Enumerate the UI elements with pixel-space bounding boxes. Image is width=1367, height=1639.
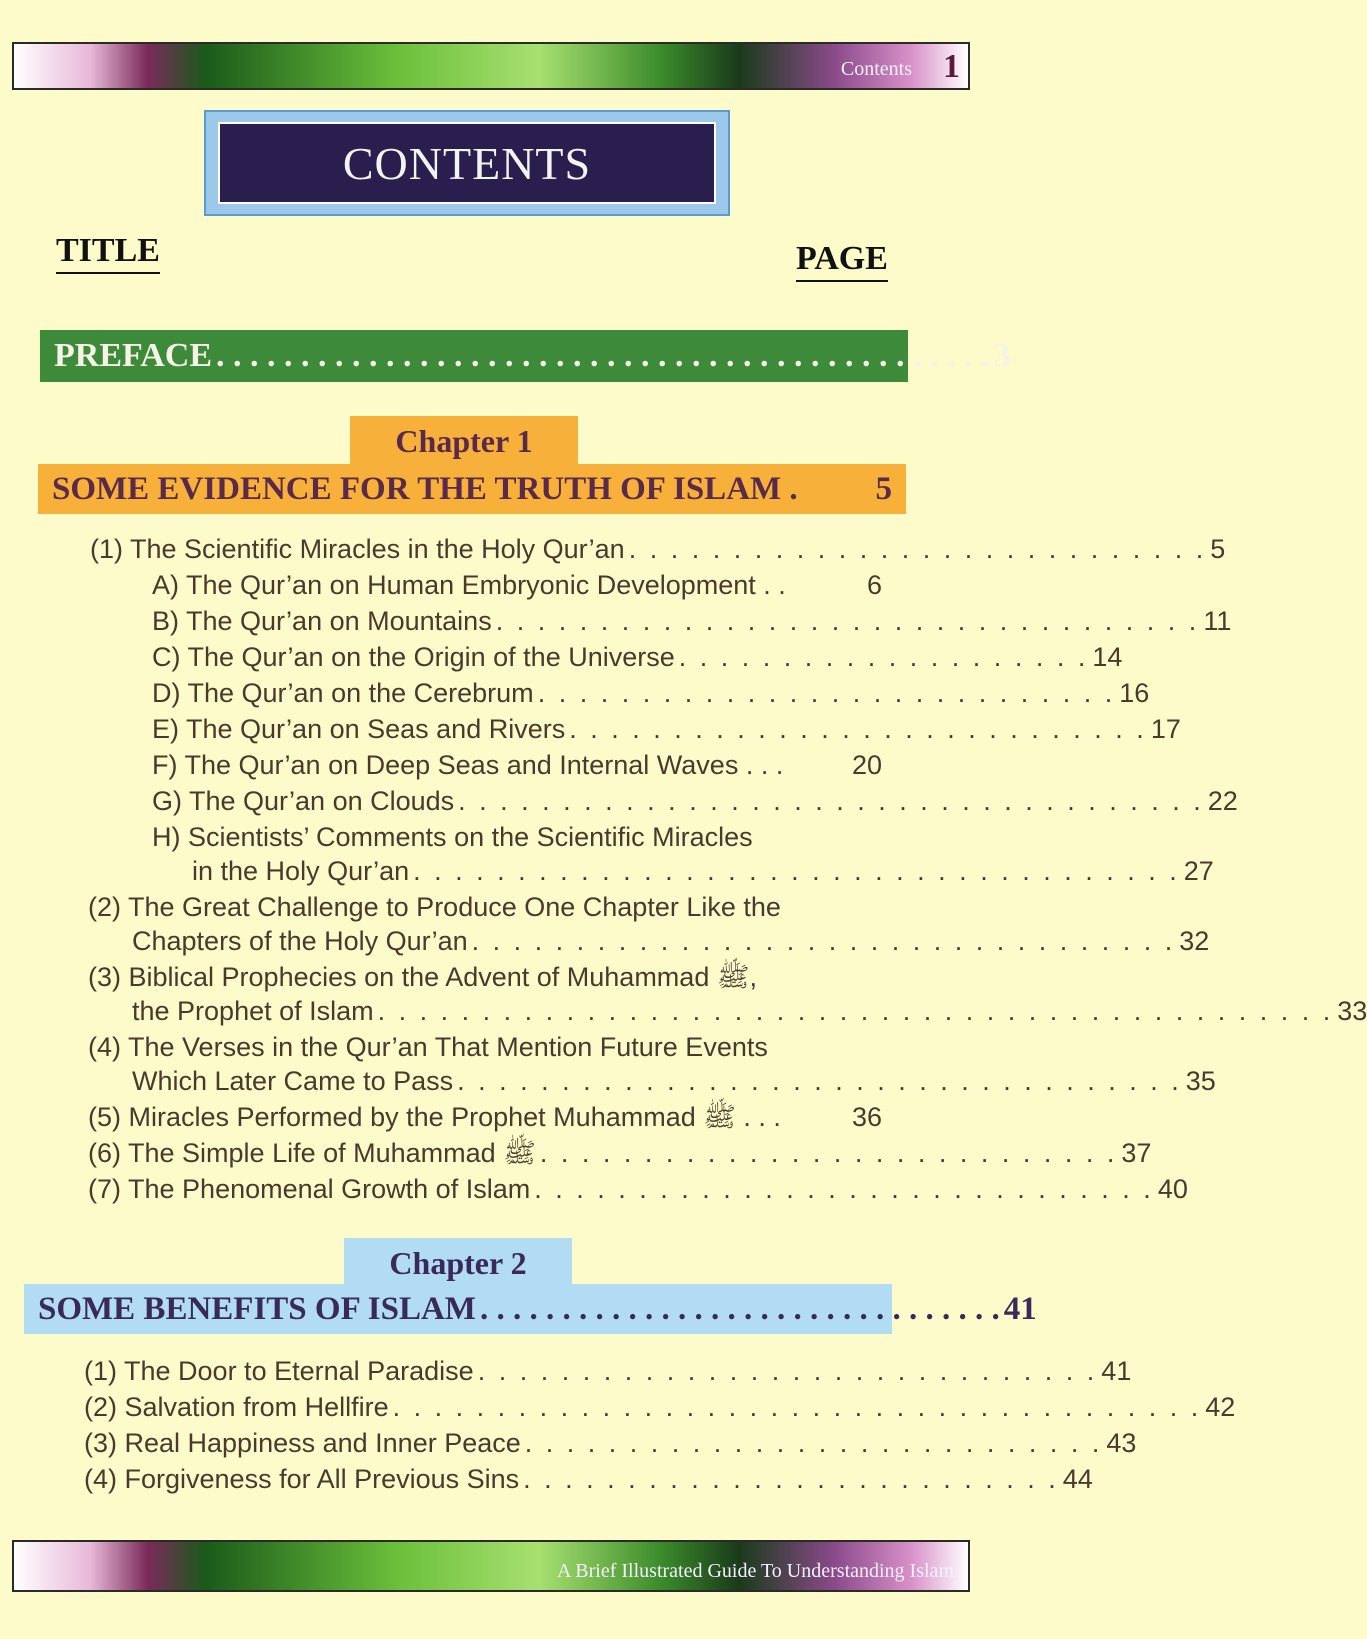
toc-entry[interactable]: (2) Salvation from Hellfire . . . . . . . . . . . . . . . . . . . . . . . . . . . . . . . . . . . . . . . 42 — [84, 1392, 1236, 1422]
toc-entry[interactable]: Which Later Came to Pass . . . . . . . . . . . . . . . . . . . . . . . . . . . . . . . . . . . 35 — [132, 1066, 1216, 1096]
page-number: 1 — [943, 48, 960, 85]
chapter1-page: 5 — [875, 470, 892, 507]
toc-entry[interactable]: (1) The Door to Eternal Paradise . . . . . . . . . . . . . . . . . . . . . . . . . . . . . . 41 — [84, 1356, 1132, 1386]
contents-title: CONTENTS — [218, 122, 716, 204]
chapter2-heading[interactable] — [24, 1284, 1037, 1334]
preface-label: PREFACE — [54, 337, 213, 374]
page-column-heading: PAGE — [796, 240, 888, 282]
preface-page: 3 — [993, 337, 1011, 374]
toc-entry-first-line[interactable]: (2) The Great Challenge to Produce One Chapter Like the — [88, 892, 781, 922]
toc-entry[interactable]: in the Holy Qur’an . . . . . . . . . . . . . . . . . . . . . . . . . . . . . . . . . . . . . 27 — [192, 856, 1214, 886]
toc-entry[interactable]: (3) Real Happiness and Inner Peace . . . . . . . . . . . . . . . . . . . . . . . . . . . . 43 — [84, 1428, 1137, 1458]
leader-dots: . . . . . . . . . . . . . . . . . . . . . . . . . . . . . . . . . . . . . . . . . . . . . . — [216, 337, 990, 374]
title-column-heading: TITLE — [56, 232, 160, 274]
leader-dots: . . . . . . . . . . . . . . . . . . . . . . . . . . . . . . . . — [479, 1290, 1000, 1327]
toc-entry[interactable]: (6) The Simple Life of Muhammad ﷺ . . . . . . . . . . . . . . . . . . . . . . . . . . . . 37 — [88, 1138, 1152, 1168]
running-title: Contents — [840, 58, 912, 80]
contents-title-frame — [204, 110, 730, 216]
toc-entry-first-line[interactable]: (4) The Verses in the Qur’an That Mention Future Events — [88, 1032, 768, 1062]
footer-band — [12, 1540, 970, 1592]
toc-entry-first-line[interactable]: H) Scientists’ Comments on the Scientific Miracles — [152, 822, 753, 852]
toc-entry[interactable]: (4) Forgiveness for All Previous Sins . . . . . . . . . . . . . . . . . . . . . . . . . . 44 — [84, 1464, 1093, 1494]
toc-entry[interactable]: A) The Qur’an on Human Embryonic Development . . 6 — [152, 570, 882, 600]
toc-entry[interactable]: B) The Qur’an on Mountains . . . . . . . . . . . . . . . . . . . . . . . . . . . . . . . . . . 11 — [152, 606, 1232, 636]
toc-entry[interactable]: (5) Miracles Performed by the Prophet Muhammad ﷺ . . . 36 — [88, 1102, 882, 1132]
chapter1-title: SOME EVIDENCE FOR THE TRUTH OF ISLAM . — [52, 470, 798, 507]
toc-entry[interactable]: (1) The Scientific Miracles in the Holy Qur’an . . . . . . . . . . . . . . . . . . . . . . . . . . . . 5 — [90, 534, 1226, 564]
toc-entry[interactable]: C) The Qur’an on the Origin of the Universe . . . . . . . . . . . . . . . . . . . . 14 — [152, 642, 1123, 672]
chapter1-heading[interactable] — [38, 464, 906, 514]
chapter2-page: 41 — [1003, 1290, 1037, 1327]
preface-entry[interactable] — [40, 330, 1011, 382]
header-band — [12, 42, 970, 90]
toc-entry[interactable]: the Prophet of Islam . . . . . . . . . . . . . . . . . . . . . . . . . . . . . . . . . . . . . . . . . . . . . . 33 — [132, 996, 1367, 1026]
chapter2-title: SOME BENEFITS OF ISLAM — [38, 1290, 476, 1327]
toc-entry[interactable]: G) The Qur’an on Clouds . . . . . . . . . . . . . . . . . . . . . . . . . . . . . . . . . . . . 22 — [152, 786, 1238, 816]
toc-entry[interactable]: (7) The Phenomenal Growth of Islam . . . . . . . . . . . . . . . . . . . . . . . . . . . . . . 40 — [88, 1174, 1188, 1204]
book-title: A Brief Illustrated Guide To Understanding Islam — [556, 1560, 954, 1582]
toc-entry[interactable]: D) The Qur’an on the Cerebrum . . . . . . . . . . . . . . . . . . . . . . . . . . . . 16 — [152, 678, 1150, 708]
toc-entry[interactable]: E) The Qur’an on Seas and Rivers . . . . . . . . . . . . . . . . . . . . . . . . . . . . 17 — [152, 714, 1181, 744]
chapter2-tab: Chapter 2 — [344, 1238, 572, 1288]
toc-entry[interactable]: Chapters of the Holy Qur’an . . . . . . . . . . . . . . . . . . . . . . . . . . . . . . . . . . 32 — [132, 926, 1210, 956]
toc-entry-first-line[interactable]: (3) Biblical Prophecies on the Advent of Muhammad ﷺ, — [88, 962, 757, 992]
chapter1-tab: Chapter 1 — [350, 416, 578, 466]
toc-entry[interactable]: F) The Qur’an on Deep Seas and Internal Waves . . . 20 — [152, 750, 882, 780]
